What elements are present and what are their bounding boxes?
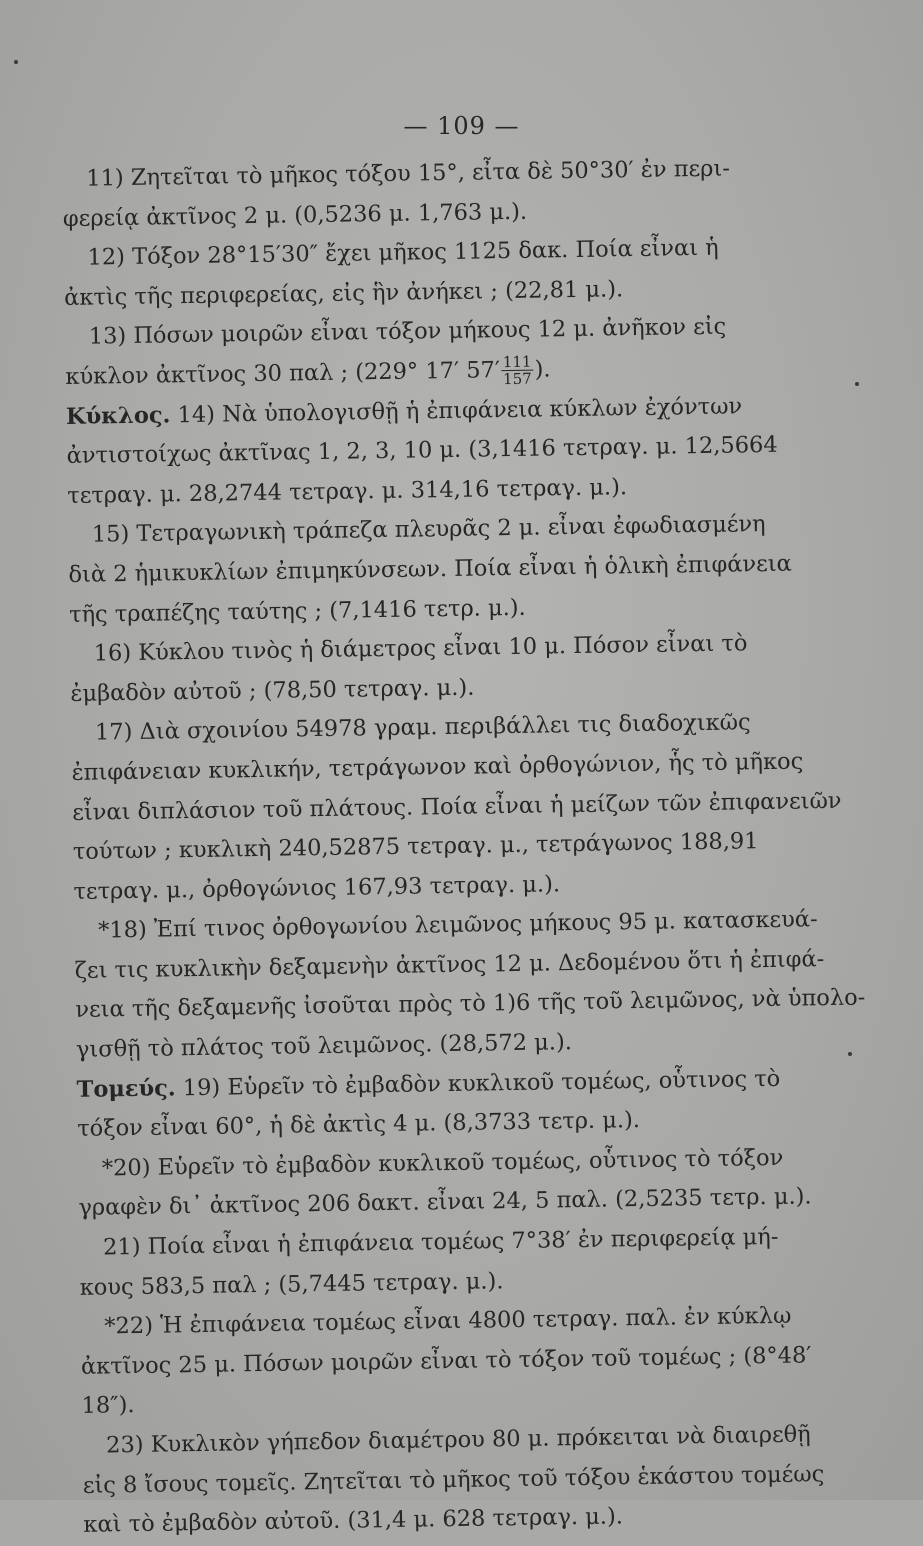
print-speck: [14, 60, 18, 64]
line-text: νεια τῆς δεξαμενῆς ἰσοῦται πρὸς τὸ 1)6 τῆς τοῦ λειμῶνος, νὰ ὑπολο-: [75, 984, 866, 1024]
print-speck: [855, 382, 859, 386]
line-text: ζει τις κυκλικὴν δεξαμενὴν ἀκτῖνος 12 μ. Δεδομένου ὅτι ἡ ἐπιφά-: [74, 946, 825, 984]
exercise-text-block: [62, 149, 866, 1546]
line-text: 11) Ζητεῖται τὸ μῆκος τόξου 15°, εἶτα δὲ 50°30′ ἐν περι-: [86, 155, 731, 192]
line-text: 23) Κυκλικὸν γήπεδον διαμέτρου 80 μ. πρόκειται νὰ διαιρεθῇ: [105, 1421, 811, 1459]
line-text: 21) Ποία εἶναι ἡ ἐπιφάνεια τομέως 7°38′ ἐν περιφερείᾳ μή-: [102, 1223, 779, 1261]
fraction: [501, 354, 534, 388]
line-text: διὰ 2 ἡμικυκλίων ἐπιμηκύνσεων. Ποία εἶναι ἡ ὁλικὴ ἐπιφάνεια: [68, 550, 792, 588]
line-text: φερείᾳ ἀκτῖνος 2 μ. (0,5236 μ. 1,763 μ.).: [62, 198, 528, 232]
section-heading: Κύκλος.: [65, 401, 171, 430]
line-text: τόξον εἶναι 60°, ἡ δὲ ἀκτὶς 4 μ. (8,3733 τετρ. μ.).: [77, 1107, 641, 1143]
line-text: ἐμβαδὸν αὐτοῦ ; (78,50 τετραγ. μ.).: [70, 674, 475, 707]
line-text: γισθῇ τὸ πλάτος τοῦ λειμῶνος. (28,572 μ.).: [75, 1029, 573, 1063]
line-text: γραφὲν δι᾽ ἀκτῖνος 206 δακτ. εἶναι 24, 5 παλ. (2,5235 τετρ. μ.).: [78, 1183, 812, 1222]
line-text: εἰς 8 ἴσους τομεῖς. Ζητεῖται τὸ μῆκος τοῦ τόξου ἑκάστου τομέως: [82, 1460, 825, 1499]
page-number: — 109 —: [403, 112, 520, 140]
line-text: καὶ τὸ ἐμβαδὸν αὐτοῦ. (31,4 μ. 628 τετραγ. μ.).: [83, 1503, 624, 1539]
line-text: ἀκτῖνος 25 μ. Πόσων μοιρῶν εἶναι τὸ τόξον τοῦ τομέως ; (8°48′: [80, 1342, 812, 1380]
line-text: τετραγ. μ. 28,2744 τετραγ. μ. 314,16 τετραγ. μ.).: [67, 473, 628, 509]
line-text: 17) Διὰ σχοινίου 54978 γραμ. περιβάλλει τις διαδοχικῶς: [94, 709, 751, 746]
line-text: κύκλον ἀκτῖνος 30 παλ ; (229° 17′ 57′: [65, 357, 501, 390]
line-text: 16) Κύκλου τινὸς ἡ διάμετρος εἶναι 10 μ. Πόσον εἶναι τὸ: [93, 630, 748, 667]
line-text: τῆς τραπέζης ταύτης ; (7,1416 τετρ. μ.).: [68, 594, 526, 628]
fraction-denominator: 157: [502, 370, 532, 389]
line-text: εἶναι διπλάσιον τοῦ πλάτους. Ποία εἶναι ἡ μείζων τῶν ἐπιφανειῶν: [72, 787, 842, 826]
fraction-numerator: 111: [502, 353, 532, 372]
line-text: 15) Τετραγωνικὴ τράπεζα πλευρᾶς 2 μ. εἶναι ἐφωδιασμένη: [91, 511, 766, 548]
line-text: τετραγ. μ., ὀρθογώνιος 167,93 τετραγ. μ.).: [73, 870, 561, 905]
line-text: 18″).: [81, 1392, 135, 1420]
line-text: 13) Πόσων μοιρῶν εἶναι τόξον μήκους 12 μ. ἀνῆκον εἰς: [88, 313, 727, 350]
line-text: 12) Τόξον 28°15′30″ ἔχει μῆκος 1125 δακ. Ποία εἶναι ἡ: [87, 234, 719, 271]
line-text: τούτων ; κυκλικὴ 240,52875 τετραγ. μ., τετράγωνος 188,91: [72, 828, 759, 866]
line-text: *22) Ἡ ἐπιφάνεια τομέως εἶναι 4800 τετραγ. παλ. ἐν κύκλῳ: [104, 1302, 792, 1340]
line-text: 19) Εὑρεῖν τὸ ἐμβαδὸν κυκλικοῦ τομέως, οὗτινος τὸ: [182, 1065, 781, 1101]
line-text: ἐπιφάνειαν κυκλικήν, τετράγωνον καὶ ὀρθογώνιον, ἧς τὸ μῆκος: [71, 748, 804, 786]
line-text: ἀντιστοίχως ἀκτῖνας 1, 2, 3, 10 μ. (3,1416 τετραγ. μ. 12,5664: [66, 431, 778, 470]
line-text: κους 583,5 παλ ; (5,7445 τετραγ. μ.).: [79, 1267, 504, 1301]
line-text: 14) Νὰ ὑπολογισθῇ ἡ ἐπιφάνεια κύκλων ἐχόντων: [177, 392, 743, 428]
line-text: *20) Εὑρεῖν τὸ ἐμβαδὸν κυκλικοῦ τομέως, οὗτινος τὸ τόξον: [101, 1144, 784, 1182]
print-speck: [848, 1052, 852, 1056]
line-text: ἀκτὶς τῆς περιφερείας, εἰς ἣν ἀνήκει ; (22,81 μ.).: [63, 275, 624, 311]
line-text: *18) Ἐπί τινος ὀρθογωνίου λειμῶνος μήκους 95 μ. κατασκευά-: [97, 906, 818, 944]
line-text-tail: ).: [534, 356, 551, 383]
section-heading: Τομεύς.: [76, 1074, 176, 1103]
